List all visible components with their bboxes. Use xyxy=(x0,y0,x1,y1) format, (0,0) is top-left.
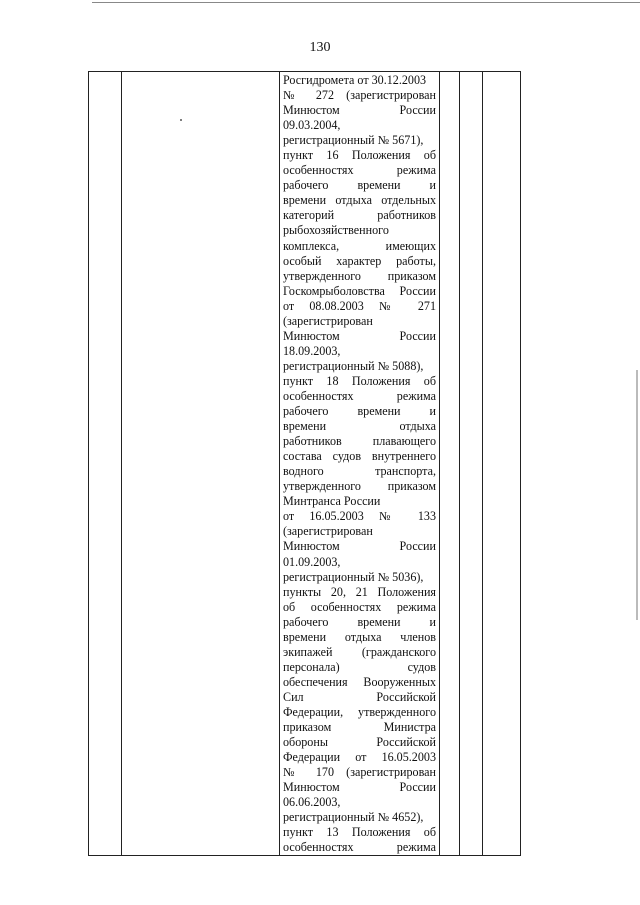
text-line: обеспечения Вооруженных xyxy=(283,674,436,689)
text-line: регистрационный № 5036), xyxy=(283,569,424,584)
table-cell-number xyxy=(89,72,122,856)
text-line: 01.09.2003, xyxy=(283,554,341,569)
top-edge-rule xyxy=(92,2,640,3)
text-line: 09.03.2004, xyxy=(283,118,341,133)
text-line: Минюстом России xyxy=(283,103,436,118)
text-line: от 16.05.2003 № 133 xyxy=(283,509,436,524)
text-line: приказом Министра xyxy=(283,720,436,735)
table-cell-col6 xyxy=(483,72,521,856)
table-cell-col5 xyxy=(460,72,483,856)
text-line: обороны Российской xyxy=(283,735,436,750)
text-line: регистрационный № 4652), xyxy=(283,810,424,825)
table-row xyxy=(89,72,521,856)
text-line: Минтранса России xyxy=(283,494,381,509)
text-line: 18.09.2003, xyxy=(283,343,341,358)
text-line: об особенностях режима xyxy=(283,599,436,614)
text-line: рыбохозяйственного xyxy=(283,223,389,238)
text-line: Минюстом России xyxy=(283,539,436,554)
table-cell-name xyxy=(122,72,280,856)
text-line: пункт 13 Положения об xyxy=(283,825,436,840)
text-line: экипажей (гражданского xyxy=(283,644,436,659)
text-line: работников плавающего xyxy=(283,434,436,449)
text-line: утвержденного приказом xyxy=(283,268,436,283)
text-line: времени отдыха членов xyxy=(283,629,436,644)
text-line: рабочего времени и xyxy=(283,178,436,193)
table-cell-col4 xyxy=(440,72,460,856)
scan-speck xyxy=(180,119,182,121)
text-line: рабочего времени и xyxy=(283,404,436,419)
scan-edge-mark xyxy=(636,370,638,620)
text-line: особенностях режима xyxy=(283,163,436,178)
text-line: Федерации от 16.05.2003 xyxy=(283,750,436,765)
text-line: пункт 18 Положения об xyxy=(283,373,436,388)
text-line: Росгидромета от 30.12.2003 xyxy=(283,73,427,87)
text-line: Минюстом России xyxy=(283,780,436,795)
text-line: (зарегистрирован xyxy=(283,313,373,328)
text-line: 06.06.2003, xyxy=(283,795,341,810)
text-line: Минюстом России xyxy=(283,328,436,343)
text-line: № 170 (зарегистрирован xyxy=(283,765,436,780)
regulations-table xyxy=(88,71,521,856)
text-line: состава судов внутреннего xyxy=(283,449,436,464)
text-line: (зарегистрирован xyxy=(283,524,373,539)
text-line: особенностях режима xyxy=(283,388,436,403)
text-line: утвержденного приказом xyxy=(283,479,436,494)
table-cell-legal-basis xyxy=(280,72,440,856)
text-line: Федерации, утвержденного xyxy=(283,704,436,719)
text-line: рабочего времени и xyxy=(283,614,436,629)
text-line: пункт 16 Положения об xyxy=(283,148,436,163)
legal-basis-text xyxy=(280,72,439,855)
text-line: времени отдыха xyxy=(283,419,436,434)
text-line: регистрационный № 5671), xyxy=(283,133,424,148)
text-line: № 272 (зарегистрирован xyxy=(283,88,436,103)
text-line: категорий работников xyxy=(283,208,436,223)
text-line: Сил Российской xyxy=(283,689,436,704)
text-line: регистрационный № 5088), xyxy=(283,358,424,373)
page-number: 130 xyxy=(309,40,331,55)
text-line: Госкомрыболовства России xyxy=(283,283,436,298)
text-line: особый характер работы, xyxy=(283,253,436,268)
text-line: водного транспорта, xyxy=(283,464,436,479)
text-line: пункты 20, 21 Положения xyxy=(283,584,436,599)
text-line: комплекса, имеющих xyxy=(283,238,436,253)
text-line: персонала) судов xyxy=(283,659,436,674)
text-line: времени отдыха отдельных xyxy=(283,193,436,208)
text-line: от 08.08.2003 № 271 xyxy=(283,298,436,313)
text-line: особенностях режима xyxy=(283,840,436,855)
